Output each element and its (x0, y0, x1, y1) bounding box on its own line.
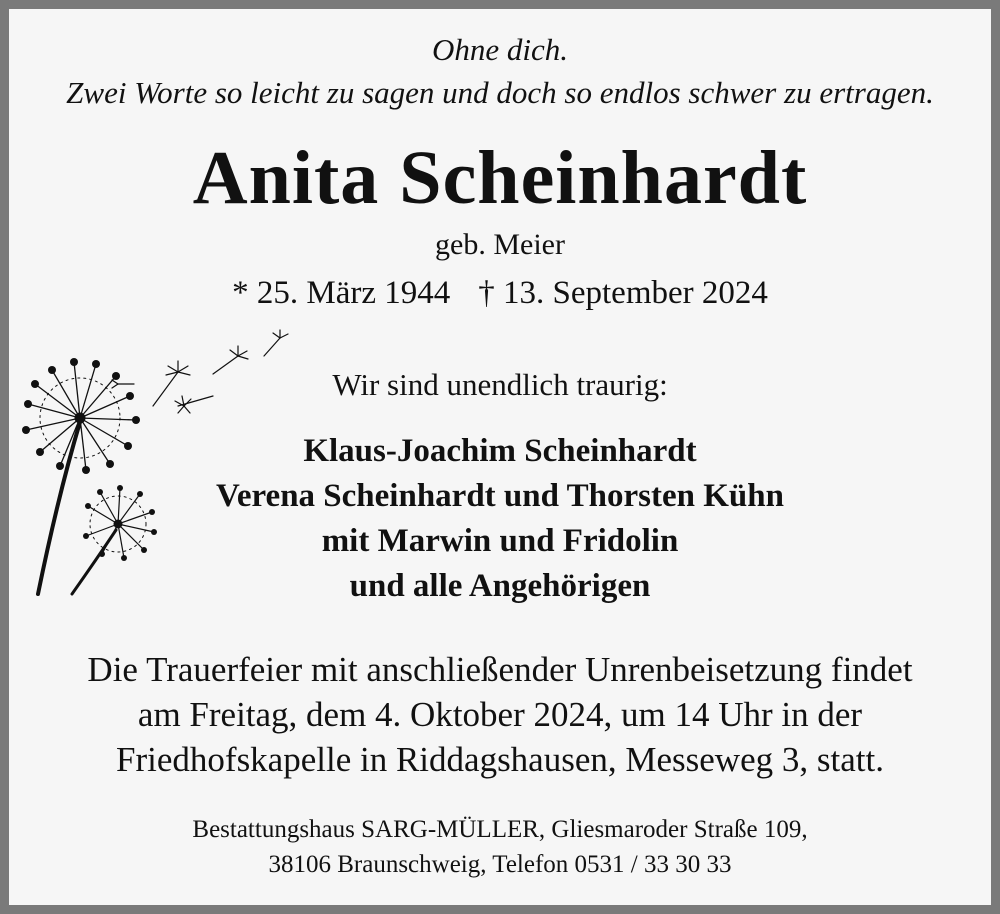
mourners-intro: Wir sind unendlich traurig: (332, 367, 668, 402)
mourner-name: Klaus-Joachim Scheinhardt (303, 433, 697, 469)
service-line: Die Trauerfeier mit anschließender Unrenbeisetzung findet (87, 650, 913, 689)
funeral-home-address: Bestattungshaus SARG-MÜLLER, Gliesmaroder Straße 109, (192, 816, 808, 843)
deceased-name: Anita Scheinhardt (192, 136, 808, 220)
mourner-name: Verena Scheinhardt und Thorsten Kühn (216, 478, 784, 514)
quote-line-2: Zwei Worte so leicht zu sagen und doch so endlos schwer zu ertragen. (66, 75, 934, 110)
birth-name: geb. Meier (435, 228, 565, 261)
quote-line-1: Ohne dich. (431, 32, 569, 67)
service-line: Friedhofskapelle in Riddagshausen, Messeweg 3, statt. (116, 740, 884, 779)
life-dates (0, 272, 1000, 314)
birth-date: * 25. März 1944 (232, 275, 451, 311)
funeral-home-contact: 38106 Braunschweig, Telefon 0531 / 33 30 33 (268, 851, 732, 878)
mourner-name: mit Marwin und Fridolin (321, 523, 679, 559)
mourner-name: und alle Angehörigen (349, 568, 651, 604)
death-date: † 13. September 2024 (478, 275, 768, 311)
service-line: am Freitag, dem 4. Oktober 2024, um 14 Uhr in der (137, 695, 863, 734)
